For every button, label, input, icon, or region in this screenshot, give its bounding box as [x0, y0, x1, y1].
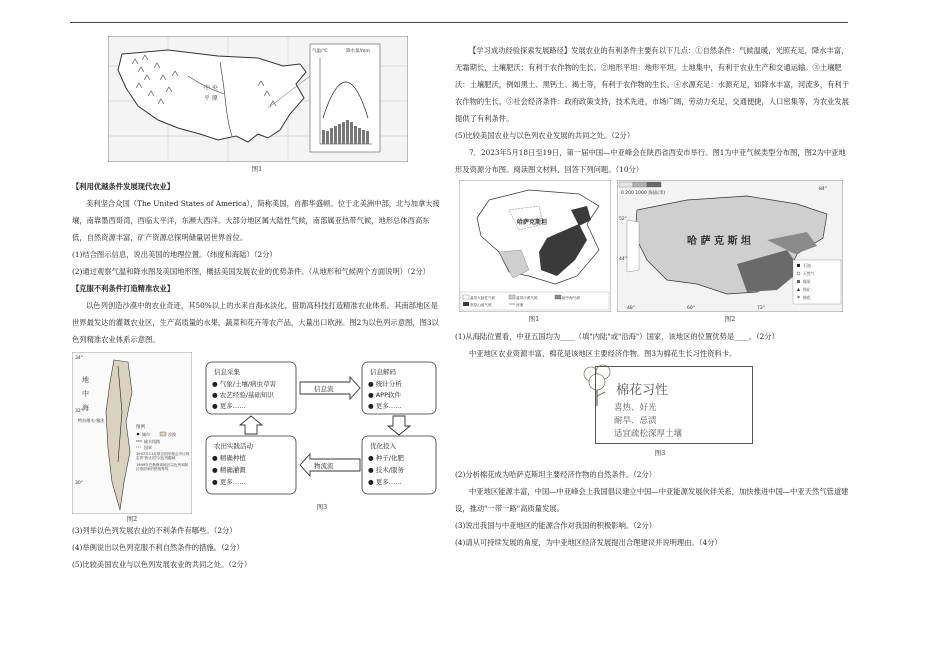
cotton-card-title: 棉花习性 — [616, 383, 669, 398]
svg-text:海: 海 — [82, 404, 89, 412]
svg-text:● 农艺经验/基础知识: ● 农艺经验/基础知识 — [212, 391, 274, 399]
question-5: (5)比较美国农业与以色列发展农业的共同之处。（2分） — [72, 560, 252, 569]
climate-map — [459, 180, 611, 312]
svg-text:信息解码: 信息解码 — [370, 368, 396, 376]
energy-text: 中亚地区能源丰富，中国—中亚峰会上我国倡议建立中国—中亚能源发展伙伴关系，加快推进中国—中亚天然气管道建设，推动"一带一路"高质量发展。 — [455, 487, 849, 513]
left-column — [72, 36, 442, 573]
precision-agri-flow — [202, 358, 442, 508]
svg-text:● APP软件: ● APP软件 — [368, 391, 402, 399]
svg-text:● 技术/服务: ● 技术/服务 — [368, 466, 404, 474]
terrain-map — [617, 180, 843, 312]
map2-caption: 图2 — [724, 315, 736, 323]
question-7-1: (1)从海陆位置看，中亚五国均为____（填"内陆"或"沿海"）国家，该地区的位置优势是____。（2分） — [455, 332, 779, 341]
page-top-rule — [70, 22, 848, 23]
cotton-line-2: 耐旱、忌渍 — [614, 416, 657, 426]
svg-text:● 气象/土壤/病虫草害: ● 气象/土壤/病虫草害 — [212, 380, 277, 388]
israel-figures — [72, 352, 442, 522]
label-pingyuan: 平 原 — [204, 95, 218, 102]
cotton-fig-caption: 图3 — [654, 449, 666, 457]
svg-text:高原山地气候: 高原山地气候 — [470, 303, 492, 307]
svg-text:国界: 国界 — [144, 445, 152, 450]
svg-text:河流: 河流 — [516, 303, 524, 307]
chart-ylabel: 气温/℃ — [312, 49, 328, 54]
section2-text: 以色列创造沙漠中的农业奇迹，其50%以上的水来自海水淡化，借助高科技打造精准农业体系。其南部地区是世界最发达的灌溉农业区，生产高质量的水果，蔬菜和花卉等农产品，大量出口欧洲。图2为以色列示意图，图3以色列精准农业体系示意图。 — [72, 301, 439, 344]
svg-text:84°: 84° — [819, 187, 827, 192]
svg-text:输水线路: 输水线路 — [144, 439, 160, 444]
map1-caption: 图1 — [528, 315, 540, 323]
section2-title: 【克服不利条件打造精准农业】 — [72, 284, 175, 293]
question-4: (4)举例说出以色列克服不利自然条件的措施。（2分） — [72, 543, 244, 552]
svg-text:48°: 48° — [627, 306, 635, 311]
svg-text:44°: 44° — [619, 257, 627, 262]
svg-text:地中海气候: 地中海气候 — [562, 296, 580, 300]
arrow-info-label: 信息流 — [314, 385, 334, 393]
svg-text:● 精确灌溉: ● 精确灌溉 — [212, 466, 246, 474]
climate-chart — [310, 44, 380, 152]
svg-text:沙漠: 沙漠 — [168, 432, 176, 437]
svg-text:中: 中 — [82, 390, 89, 398]
svg-text:34°: 34° — [75, 356, 83, 361]
svg-text:72°: 72° — [757, 306, 765, 311]
cotton-intro: 中亚地区农业资源丰富，棉花是该地区主要经济作物。图3为棉花生长习性资料卡。 — [469, 349, 737, 358]
cotton-line-1: 喜热、好光 — [614, 403, 657, 413]
fig3-caption: 图3 — [316, 503, 328, 511]
question-1: (1)结合图示信息，说出美国的地理位置。（纬度和海陆）（2分） — [72, 250, 277, 259]
fig1-caption: 图1 — [251, 165, 263, 173]
svg-text:棉花: 棉花 — [803, 295, 811, 300]
right-column — [455, 42, 850, 551]
cotton-line-3: 适宜疏松深厚土壤 — [614, 429, 683, 439]
chart-rlabel: 降水量/mm — [346, 49, 370, 54]
svg-text:铁矿: 铁矿 — [803, 287, 811, 292]
svg-text:● 种子/化肥: ● 种子/化肥 — [368, 454, 404, 462]
svg-text:60°: 60° — [687, 306, 695, 311]
svg-text:信息采集: 信息采集 — [214, 368, 240, 376]
question-7-4: (4)请从可持续发展的角度，为中亚地区经济发展提出合理建议并说明理由。（4分） — [455, 538, 722, 547]
svg-text:● 统计分析: ● 统计分析 — [368, 380, 402, 388]
svg-text:城市: 城市 — [142, 432, 150, 437]
section1-title: 【利用优越条件发展现代农业】 — [72, 182, 175, 191]
svg-text:● 更多……: ● 更多…… — [368, 478, 402, 486]
svg-text:● 更多……: ● 更多…… — [212, 478, 246, 486]
svg-text:30°: 30° — [75, 481, 83, 486]
map1-kazakh: 哈萨克斯坦 — [517, 219, 548, 226]
city-label: 特拉维夫·雅法 — [78, 418, 105, 423]
svg-text:32°: 32° — [75, 409, 83, 414]
svg-text:煤炭: 煤炭 — [803, 279, 811, 284]
question-7-2: (2)分析棉花成为哈萨克斯坦主要经济作物的自然条件。（2分） — [455, 470, 657, 479]
section1-text: 美利坚合众国（The United States of America），简称美国，首都华盛顿。位于北美洲中部，北与加拿大接壤，南靠墨西哥湾，西临太平洋，东濒大西洋。大部分地区属大陆性气候，南部属亚热带气候，地形总体西高东低，自然资源丰富，矿产资源总探明储量居世界首位。 — [72, 199, 440, 242]
svg-text:52°: 52° — [619, 217, 627, 222]
svg-text:图例: 图例 — [136, 425, 145, 430]
svg-text:地: 地 — [82, 376, 89, 384]
svg-text:农田实践活动: 农田实践活动 — [214, 442, 253, 450]
usa-figure — [72, 36, 442, 178]
question-7-intro: 7．2023年5月18日至19日，第一届中国—中亚峰会在陕西省西安市举行。图1为中亚气候类型分布图，图2为中亚地形及资源分布图。阅读图文材料，回答下列问题。（10分） — [455, 148, 846, 174]
svg-text:天然气: 天然气 — [803, 271, 815, 276]
arrow-material-label: 物流流 — [314, 462, 334, 470]
svg-text:温带沙漠气候: 温带沙漠气候 — [516, 296, 538, 300]
svg-text:● 更多……: ● 更多…… — [212, 402, 246, 410]
svg-text:石油: 石油 — [803, 263, 811, 268]
fig2-note1: 1947年11月联合国安理会决议规定的"犹太国"以色列疆域 — [136, 452, 190, 461]
svg-text:0 200 1000 海拔(米): 0 200 1000 海拔(米) — [621, 191, 666, 196]
fig2-caption: 图2 — [126, 515, 138, 523]
cotton-card — [595, 366, 753, 444]
svg-text:温带大陆性气候: 温带大陆性气候 — [470, 296, 496, 300]
section3-text: 【学习成功经验探索发展路径】发展农业的有利条件主要有以下几点：①自然条件：气候温暖，光照充足，降水丰富，无霜期长，土壤肥沃；有利于农作物的生长。②地形平坦：地形平坦，土地集中，有利于农业生产和交通运输。③土壤肥沃：土壤肥沃，例如黑土、黑钙土、褐土等，有利于农作物的生长。④水源充足：水源充足，如降水丰富，河流多，有利于农作物的生长。⑤社会经济条件：政府政策支持，技术先进，市场广阔，劳动力充足，交通便捷，人口密集等，为农业发展提供了有利条件。 — [455, 46, 850, 123]
usa-map — [108, 36, 408, 162]
question-7-3: (3)说出我国与中亚地区的能源合作对我国的积极影响。（2分） — [455, 521, 657, 530]
svg-text:优化投入: 优化投入 — [370, 442, 396, 450]
map2-kazakh: 哈 萨 克 斯 坦 — [687, 236, 751, 247]
question-2: (2)通过观察气温和降水图及美国地形图，概括美国发展农业的优势条件。（从地形和气候两个方面说明）（2分） — [72, 267, 430, 276]
fig2-note2: 1949年巴勒斯坦地区以色列和阿拉伯国家的停战界线 — [136, 462, 189, 472]
central-asia-maps — [455, 180, 850, 328]
svg-text:● 更多……: ● 更多…… — [368, 402, 402, 410]
question-6: (5)比较美国农业与以色列农业发展的共同之处。（2分） — [455, 131, 635, 140]
cotton-card-figure — [455, 366, 850, 466]
question-3: (3)列举以色列发展农业的不利条件有哪些。（2分） — [72, 526, 237, 535]
label-zhongyang: 中 央 — [204, 85, 218, 92]
israel-map — [72, 352, 192, 514]
svg-text:● 精确种植: ● 精确种植 — [212, 454, 246, 462]
